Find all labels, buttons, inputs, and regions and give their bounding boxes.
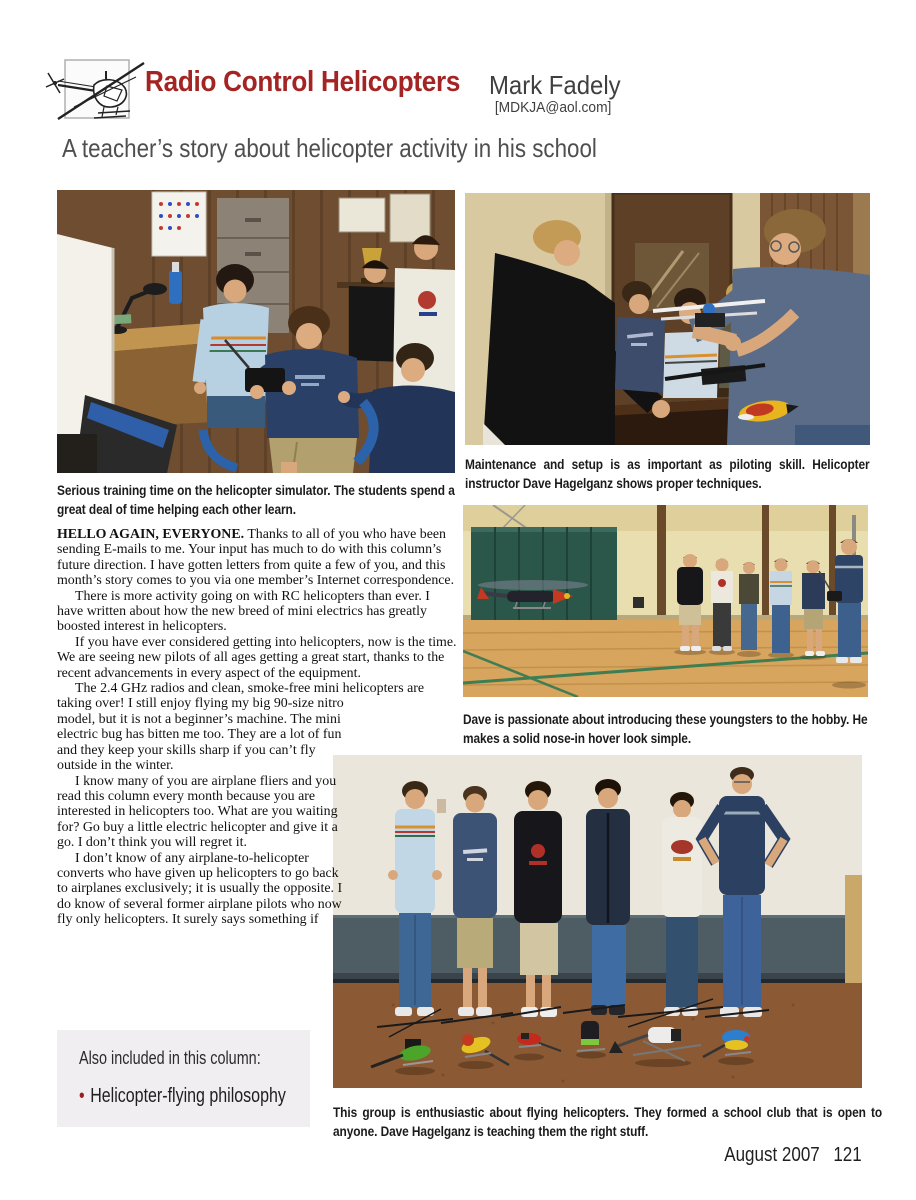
page-footer — [725, 1144, 862, 1167]
article-lead-in: HELLO AGAIN, EVERYONE. — [57, 527, 245, 542]
article-opening-paragraph — [57, 527, 459, 589]
article-paragraph: The 2.4 GHz radios and clean, smoke-free mini helicopters are — [75, 681, 425, 697]
photo-maintenance-caption: Maintenance and setup is as important as piloting skill. Helicopter instructor Dave Hagelganz shows proper techniques. — [465, 456, 870, 491]
issue-date: August 2007 — [724, 1144, 821, 1166]
column-title: Radio Control Helicopters — [145, 66, 461, 98]
article-narrow-column — [57, 696, 346, 927]
author-name: Mark Fadely — [489, 70, 621, 100]
article-paragraph: I know many of you are airplane fliers and you read this column every month because you are interested in helicopters too. What are you waiting for? Go buy a little electric helicopter and give it a go. I don’t think you will regret it. — [57, 773, 338, 851]
article-paragraph: There is more activity going on with RC helicopters than ever. I have written about how the new breed of mini electrics has greatly boosted interest in helicopters. — [57, 588, 430, 635]
photo-gym-hover-demo — [463, 505, 868, 697]
photo-maintenance-demo — [465, 193, 870, 445]
photo-group-caption: This group is enthusiastic about flying helicopters. They formed a school club that is open to anyone. Dave Hagelganz is teaching them the right stuff. — [333, 1104, 883, 1139]
photo-simulator-caption: Serious training time on the helicopter simulator. The students spend a great deal of time helping each other learn. — [57, 482, 455, 517]
photo-gym-caption: Dave is passionate about introducing these youngsters to the hobby. He makes a solid nose-in hover look simple. — [463, 711, 868, 746]
column-contents-item-label: Helicopter-flying philosophy — [90, 1085, 286, 1107]
column-contents-title: Also included in this column: — [79, 1048, 261, 1068]
article-paragraph: taking over! I still enjoy flying my big 90-size nitro model, but it is not a beginner’s machine. The mini electric bug has bitten me too. They are a lot of fun and they keep your skills sharp if you can’t fly outside in the winter. — [57, 696, 344, 774]
article-wide-paragraphs — [57, 589, 459, 697]
bullet-icon: • — [79, 1085, 85, 1107]
photo-gym-illustration — [463, 505, 868, 697]
article-wide-column — [57, 527, 459, 696]
photo-simulator-illustration — [57, 190, 455, 473]
photo-simulator-session — [57, 190, 455, 473]
photo-maintenance-illustration — [465, 193, 870, 445]
column-contents-item — [79, 1085, 286, 1108]
page-number: 121 — [833, 1144, 862, 1166]
article-headline: A teacher’s story about helicopter activity in his school — [62, 133, 597, 163]
article-body — [57, 527, 459, 928]
rc-helicopter-clipart-icon — [44, 54, 148, 128]
article-opening-text: Thanks to all of you who have been sending E-mails to me. Your input has much to do with this column’s future direction. I have gotten letters from quite a few of you, and this month’s story comes to you via one member’s Internet correspondence. — [57, 527, 455, 589]
author-email: [MDKJA@aol.com] — [494, 100, 612, 116]
article-paragraph: I don’t know of any airplane-to-helicopter converts who have given up helicopters to go back to airplanes exclusively; it is usually the opposite. I do know of several former airplane pilots who now fly only helicopters. It surely says something if — [57, 850, 343, 928]
column-contents-box — [57, 1030, 310, 1127]
article-paragraph: If you have ever considered getting into helicopters, now is the time. We are seeing new pilots of all ages getting a great start, thanks to the recent advancements in every aspect of the equipment. — [57, 634, 457, 681]
